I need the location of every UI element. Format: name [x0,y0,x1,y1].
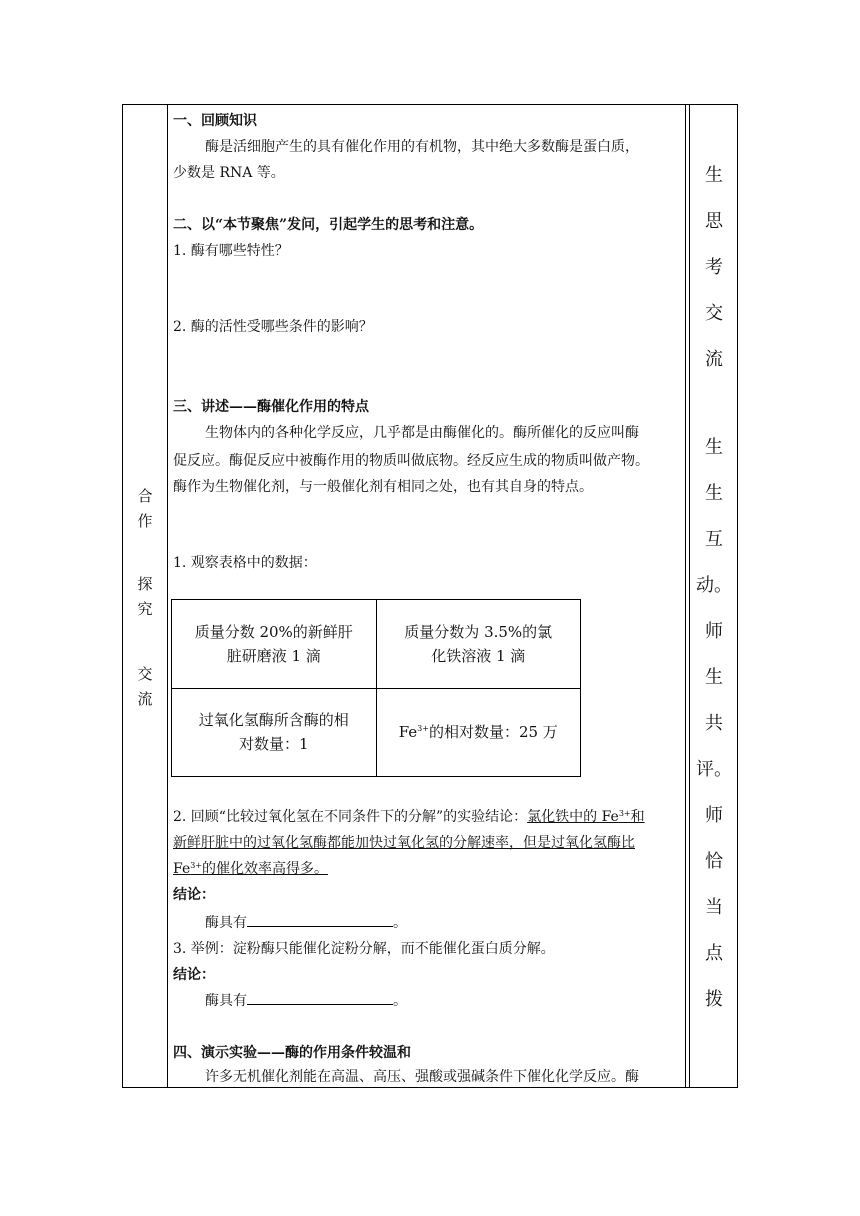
item-2-prefix: 2. 回顾“比较过氧化氢在不同条件下的分解”的实验结论： [173,809,528,825]
stage-label-column [123,105,167,1087]
item-2-underlined [527,809,644,825]
question-2: 2. 酶的活性受哪些条件的影响？ [173,319,373,335]
main-content [173,105,685,1087]
activity-label-char: 共 [705,713,723,734]
item-2-underlined-text: 的催化效率高得多。 [202,861,329,877]
table-cell [172,600,377,689]
section-3-title: 三、讲述——酶催化作用的特点 [173,399,369,415]
section-1-text: 少数是 RNA 等。 [173,165,285,181]
activity-label-char: 生 [705,667,723,688]
activity-label-char: 师 [705,805,723,826]
conclusion-1 [205,913,407,933]
conclusion-end: 。 [393,993,407,1009]
cell-text: 的相对数量：25 万 [428,723,558,742]
fill-in-blank [247,991,393,1005]
cell-text: 化铁溶液 1 滴 [431,646,526,665]
activity-label-char: 当 [705,897,723,918]
activity-label-char: 生 [705,165,723,186]
superscript: 3+ [190,861,203,870]
cell-text: 质量分数 20%的新鲜肝 [194,622,353,641]
item-2-line-3 [173,859,328,879]
table-row [172,688,581,777]
table-cell [376,688,581,777]
cell-text: 过氧化氢酶所含酶的相 [198,711,349,730]
stage-label-char: 探 [137,575,153,593]
stage-label-char: 交 [137,665,153,683]
cell-text: 对数量：1 [238,735,309,754]
question-1: 1. 酶有哪些特性？ [173,243,289,259]
table-cell [376,600,581,689]
conclusion-2 [205,991,407,1011]
section-1-text: 酶是活细胞产生的具有催化作用的有机物，其中绝大多数酶是蛋白质， [205,139,639,155]
superscript: 3+ [618,809,631,818]
activity-label-char: 考 [705,257,723,278]
superscript: 3+ [417,724,429,734]
cell-text: 脏研磨液 1 滴 [226,646,321,665]
activity-label-char: 拨 [705,989,723,1010]
activity-label-char: 师 [705,621,723,642]
activity-label-char: 动。 [696,575,732,596]
item-3-text: 3. 举例：淀粉酶只能催化淀粉分解，而不能催化蛋白质分解。 [173,941,555,957]
item-2-underlined-text: 和 [630,809,645,825]
section-4-title: 四、演示实验——酶的作用条件较温和 [173,1045,411,1061]
item-2-underlined-text: 氯化铁中的 Fe [527,809,619,825]
section-3-text: 酶作为生物催化剂，与一般催化剂有相同之处，也有其自身的特点。 [173,479,593,495]
cell-text: 质量分数为 3.5%的氯 [404,622,553,641]
conclusion-text: 酶具有 [205,915,247,931]
conclusion-text: 酶具有 [205,993,247,1009]
activity-label-char: 思 [705,211,723,232]
activity-label-char: 交 [705,303,723,324]
activity-label-char: 生 [705,437,723,458]
item-2-line-2: 新鲜肝脏中的过氧化氢酶都能加快过氧化氢的分解速率，但是过氧化氢酶比 [173,835,635,851]
stage-label-char: 作 [137,512,153,530]
stage-label-char: 流 [137,690,153,708]
activity-label-column [689,105,739,1087]
column-divider-right-outer [685,105,686,1087]
table-row [172,600,581,689]
conclusion-label-1: 结论： [173,887,215,903]
activity-label-char: 点 [705,943,723,964]
conclusion-end: 。 [393,915,407,931]
activity-label-char: 评。 [696,759,732,780]
activity-label-char: 流 [705,349,723,370]
activity-label-char: 生 [705,483,723,504]
conclusion-label-2: 结论： [173,967,215,983]
section-3-text: 生物体内的各种化学反应，几乎都是由酶催化的。酶所催化的反应叫酶 [205,425,639,441]
item-2-underlined-text: Fe [173,861,191,877]
cell-text: Fe [398,723,418,742]
item-2-line-1 [173,807,645,827]
item-1-text: 1. 观察表格中的数据： [173,555,317,571]
lesson-table-frame [122,104,738,1088]
fill-in-blank [247,913,393,927]
stage-label-char: 合 [137,487,153,505]
section-2-title: 二、以“本节聚焦”发问，引起学生的思考和注意。 [173,217,484,233]
section-3-text: 促反应。酶促反应中被酶作用的物质叫做底物。经反应生成的物质叫做产物。 [173,453,649,469]
column-divider-left [167,105,168,1087]
section-4-text: 许多无机催化剂能在高温、高压、强酸或强碱条件下催化化学反应。酶 [205,1069,639,1085]
table-cell [172,688,377,777]
activity-label-char: 互 [705,529,723,550]
stage-label-char: 究 [137,600,153,618]
catalyst-comparison-table [171,599,581,777]
section-1-title: 一、回顾知识 [173,113,257,129]
activity-label-char: 恰 [705,851,723,872]
